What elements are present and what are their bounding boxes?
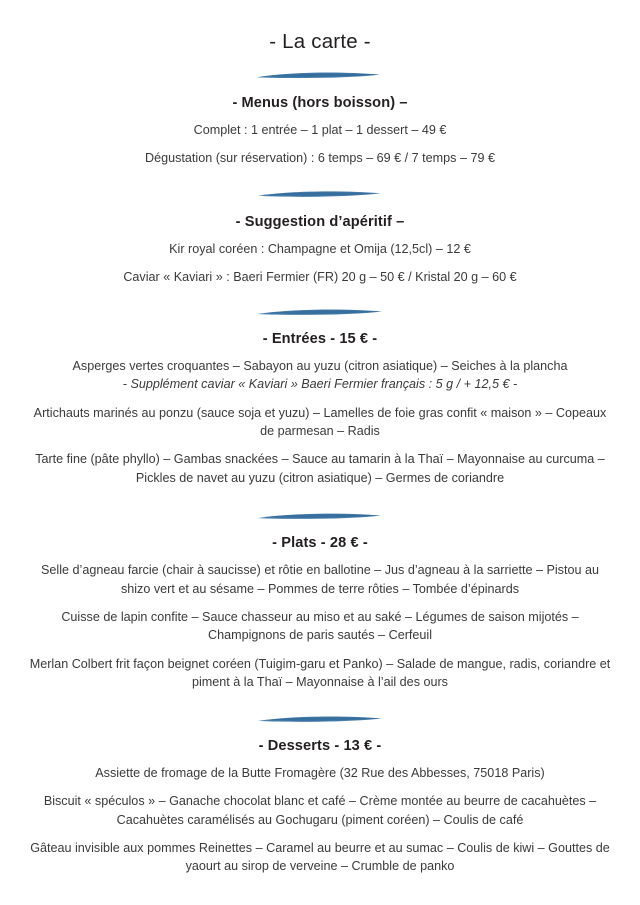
menu-item: Selle d’agneau farcie (chair à saucisse) et rôtie en ballotine – Jus d’agneau à la sarriette – Pistou au shizo vert et au sésame – Pommes de terre rôties – Tombée d’épinards	[41, 563, 599, 596]
brush-divider-icon	[254, 187, 386, 201]
section-items	[22, 357, 618, 487]
menu-item-supplement: - Supplément caviar « Kaviari » Baeri Fermier français : 5 g / + 12,5 € -	[122, 377, 518, 392]
menu-item: Merlan Colbert frit façon beignet coréen (Tuigim-garu et Panko) – Salade de mangue, radis, coriandre et piment à la Thaï – Mayonnaise à l’ail des ours	[29, 656, 611, 690]
section-items	[22, 561, 618, 691]
brush-divider-icon	[254, 712, 386, 726]
section-aperitif	[22, 213, 618, 287]
menu-item: Tarte fine (pâte phyllo) – Gambas snackées – Sauce au tamarin à la Thaï – Mayonnaise au curcuma – Pickles de navet au yuzu (citron asiatique) – Germes de coriandre	[35, 452, 605, 485]
menu-item: Assiette de fromage de la Butte Fromagère (32 Rue des Abbesses, 75018 Paris)	[95, 765, 545, 780]
menu-item: Cuisse de lapin confite – Sauce chasseur au miso et au saké – Légumes de saison mijotés – Champignons de paris sautés – Cerfeuil	[61, 610, 579, 643]
section-heading: - Menus (hors boisson) –	[232, 94, 408, 111]
section-plats	[22, 534, 618, 691]
page-title: - La carte -	[269, 30, 371, 53]
section-heading: - Plats - 28 € -	[272, 535, 368, 552]
menu-item: Biscuit « spéculos » – Ganache chocolat blanc et café – Crème montée au beurre de cacahuètes – Cacahuètes caramélisés au Gochugaru (piment coréen) – Coulis de café	[43, 794, 597, 827]
menu-item	[27, 357, 613, 394]
section-items	[22, 240, 618, 287]
section-heading: - Desserts - 13 € -	[258, 737, 382, 754]
menu-item-text: Asperges vertes croquantes – Sabayon au yuzu (citron asiatique) – Seiches à la plancha	[72, 358, 568, 373]
menu-item: Caviar « Kaviari » : Baeri Fermier (FR) 20 g – 50 € / Kristal 20 g – 60 €	[123, 270, 517, 285]
section-items	[22, 121, 618, 168]
section-heading: - Suggestion d’apéritif –	[235, 213, 405, 230]
brush-divider-icon	[254, 509, 386, 523]
section-menus	[22, 94, 618, 168]
menu-item: Gâteau invisible aux pommes Reinettes – Caramel au beurre et au sumac – Coulis de kiwi – Gouttes de yaourt au sirop de verveine – Crumble de panko	[30, 840, 610, 874]
section-entrees	[22, 330, 618, 487]
brush-divider-icon	[254, 68, 386, 82]
menu-item: Artichauts marinés au ponzu (sauce soja et yuzu) – Lamelles de foie gras confit « maison » – Copeaux de parmesan – Radis	[33, 405, 607, 438]
brush-divider-icon	[254, 305, 386, 319]
section-items	[22, 764, 618, 876]
section-heading: - Entrées - 15 € -	[262, 330, 378, 347]
menu-item: Dégustation (sur réservation) : 6 temps – 69 € / 7 temps – 79 €	[144, 151, 495, 166]
menu-item: Complet : 1 entrée – 1 plat – 1 dessert – 49 €	[193, 122, 447, 137]
section-desserts	[22, 737, 618, 876]
menu-item: Kir royal coréen : Champagne et Omija (12,5cl) – 12 €	[169, 241, 471, 256]
